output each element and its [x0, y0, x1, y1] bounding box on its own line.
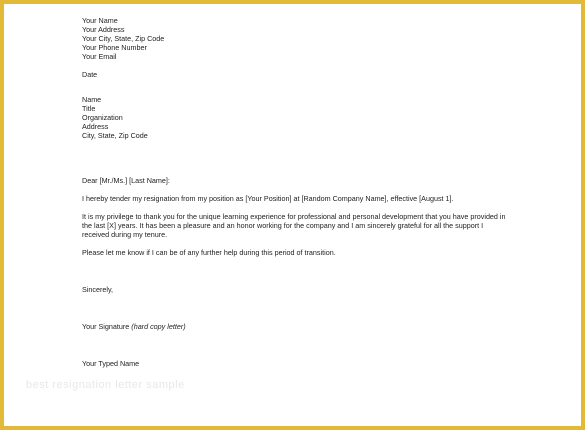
- body-paragraph-1: I hereby tender my resignation from my position as [Your Position] at [Random Company Name], effective [August 1].: [82, 194, 454, 203]
- closing: Sincerely,: [82, 285, 114, 294]
- recipient-organization: Organization: [82, 113, 123, 122]
- body-paragraph-2: It is my privilege to thank you for the unique learning experience for professional and personal development that you have provided in the last [X] years. It has been a pleasure and an honor working for the company and I am sincerely grateful for all the support I received during my tenure.: [82, 212, 506, 239]
- sender-email: Your Email: [82, 52, 117, 61]
- letter-date: Date: [82, 70, 98, 79]
- signature-label: Your Signature: [82, 322, 130, 331]
- signature-line: [82, 322, 512, 331]
- sender-block: [82, 16, 512, 61]
- watermark: best resignation letter sample: [26, 379, 185, 391]
- sender-address: Your Address: [82, 25, 125, 34]
- sender-city-state-zip: Your City, State, Zip Code: [82, 34, 165, 43]
- sender-name: Your Name: [82, 16, 118, 25]
- recipient-title: Title: [82, 104, 96, 113]
- resignation-letter: [82, 16, 512, 368]
- recipient-name: Name: [82, 95, 102, 104]
- salutation: Dear [Mr./Ms.] [Last Name]:: [82, 176, 170, 185]
- body-paragraph-3: Please let me know if I can be of any further help during this period of transition.: [82, 248, 336, 257]
- sender-phone: Your Phone Number: [82, 43, 147, 52]
- recipient-city-state-zip: City, State, Zip Code: [82, 131, 148, 140]
- typed-name: Your Typed Name: [82, 359, 140, 368]
- signature-note: (hard copy letter): [131, 322, 186, 331]
- recipient-block: [82, 95, 512, 140]
- recipient-address: Address: [82, 122, 109, 131]
- letter-page: [4, 4, 581, 426]
